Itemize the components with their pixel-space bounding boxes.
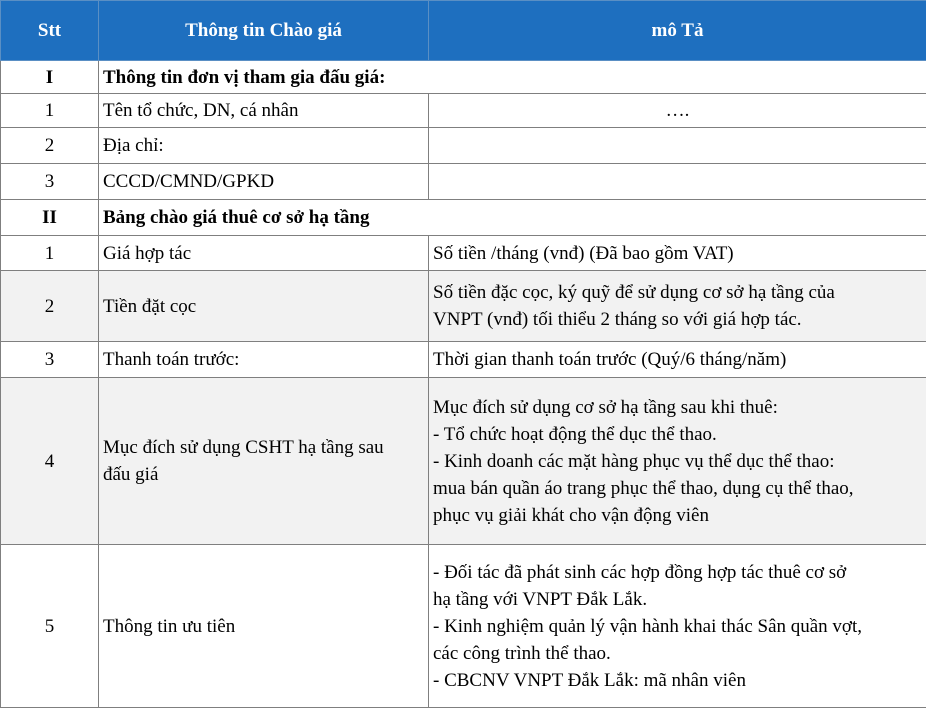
table-row	[1, 378, 926, 545]
row-number: 1	[1, 94, 99, 128]
table-row	[1, 94, 926, 128]
row-label: Thông tin ưu tiên	[99, 545, 429, 708]
row-desc	[429, 271, 926, 342]
desc-line: hạ tầng với VNPT Đắk Lắk.	[433, 588, 648, 610]
desc-line: - CBCNV VNPT Đắk Lắk: mã nhân viên	[433, 669, 746, 691]
table-row	[1, 271, 926, 342]
desc-line: Số tiền /tháng (vnđ) (Đã bao gồm VAT)	[433, 242, 734, 264]
row-desc	[429, 236, 926, 271]
row-label: Tên tổ chức, DN, cá nhân	[99, 94, 429, 128]
desc-line: Thời gian thanh toán trước (Quý/6 tháng/năm)	[433, 349, 787, 370]
section-row-1	[1, 61, 926, 94]
desc-line: Mục đích sử dụng cơ sở hạ tầng sau khi thuê:	[433, 396, 778, 418]
header-desc: mô Tả	[429, 1, 926, 61]
label-line: Mục đích sử dụng CSHT hạ tầng sau	[103, 437, 384, 458]
table-row	[1, 342, 926, 378]
desc-line: Số tiền đặc cọc, ký quỹ để sử dụng cơ sở hạ tầng của	[433, 282, 835, 303]
row-number: 3	[1, 342, 99, 378]
desc-line: các công trình thể thao.	[433, 642, 611, 664]
table-row	[1, 164, 926, 200]
row-number: 2	[1, 271, 99, 342]
header-row	[1, 1, 926, 61]
desc-line: - Đối tác đã phát sinh các hợp đồng hợp tác thuê cơ sở	[433, 561, 847, 583]
section-number: II	[1, 200, 99, 236]
row-number: 4	[1, 378, 99, 545]
row-desc	[429, 378, 926, 545]
row-number: 2	[1, 128, 99, 164]
desc-line: VNPT (vnđ) tối thiểu 2 tháng so với giá hợp tác.	[433, 309, 802, 330]
row-label: Tiền đặt cọc	[99, 271, 429, 342]
section-number: I	[1, 61, 99, 94]
row-desc	[429, 342, 926, 378]
header-info: Thông tin Chào giá	[99, 1, 429, 61]
row-label	[99, 378, 429, 545]
row-number: 1	[1, 236, 99, 271]
label-line: đấu giá	[103, 464, 159, 485]
row-label: CCCD/CMND/GPKD	[99, 164, 429, 200]
row-number: 3	[1, 164, 99, 200]
desc-line: phục vụ giải khát cho vận động viên	[433, 504, 709, 526]
row-desc	[429, 545, 926, 708]
row-number: 5	[1, 545, 99, 708]
section-row-2	[1, 200, 926, 236]
desc-line: - Kinh nghiệm quản lý vận hành khai thác Sân quần vợt,	[433, 615, 863, 637]
header-stt: Stt	[1, 1, 99, 61]
desc-line: - Kinh doanh các mặt hàng phục vụ thể dục thể thao:	[433, 450, 835, 472]
row-label: Giá hợp tác	[99, 236, 429, 271]
row-label: Thanh toán trước:	[99, 342, 429, 378]
section-title: Bảng chào giá thuê cơ sở hạ tầng	[99, 200, 926, 236]
row-desc: ….	[429, 94, 926, 128]
row-desc	[429, 164, 926, 200]
table-row	[1, 236, 926, 271]
table-row	[1, 545, 926, 708]
row-desc	[429, 128, 926, 164]
desc-line: mua bán quần áo trang phục thể thao, dụng cụ thể thao,	[433, 477, 854, 499]
desc-line: - Tổ chức hoạt động thể dục thể thao.	[433, 423, 717, 445]
section-title: Thông tin đơn vị tham gia đấu giá:	[99, 61, 926, 94]
table-row	[1, 128, 926, 164]
row-label: Địa chỉ:	[99, 128, 429, 164]
